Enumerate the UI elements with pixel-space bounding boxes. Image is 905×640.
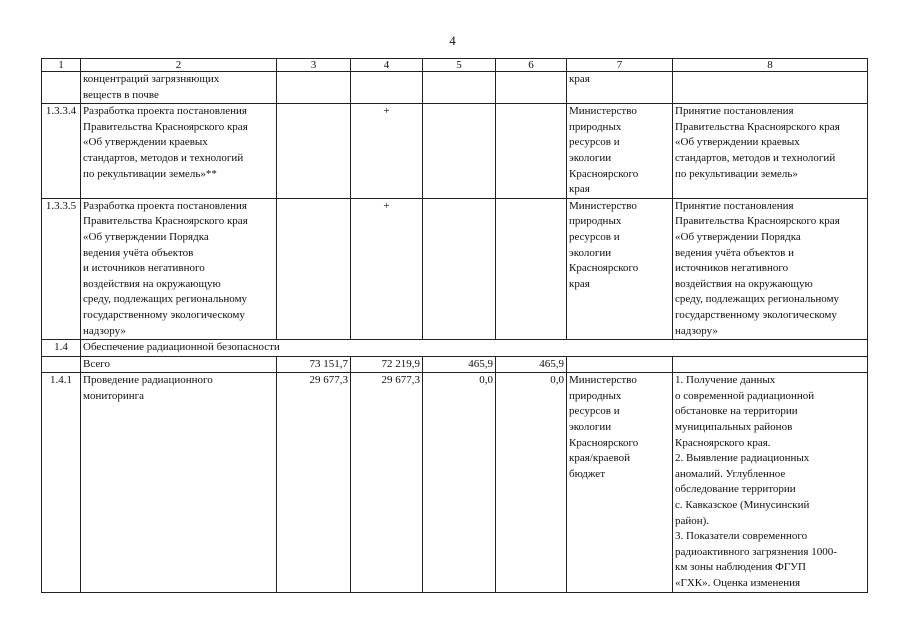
amount-total-cell: 73 151,7 (277, 356, 351, 373)
page-number: 4 (449, 33, 456, 48)
result-cell: 1. Получение данных о современной радиационной обстановке на территории муниципальных районов Красноярского края. 2. Выявление радиационных аномалий. Углубленное обследование территории с. Кавказское (Минусинский район). 3. Показатели современного радиоактивного загрязнения 1000- км зоны наблюдения ФГУП «ГХК». Оценка изменения (673, 373, 868, 592)
responsible-cell: Министерство природных ресурсов и экологии Красноярского края (567, 104, 673, 199)
result-cell: Принятие постановления Правительства Красноярского края «Об утверждении краевых стандартов, методов и технологий по рекультивации земель» (673, 104, 868, 199)
amount-cell (496, 72, 567, 104)
table-row (42, 198, 868, 339)
amount-cell: 72 219,9 (351, 356, 423, 373)
column-header: 8 (673, 59, 868, 72)
item-code-cell: 1.3.3.5 (42, 198, 81, 339)
result-cell (673, 72, 868, 104)
result-cell: Принятие постановления Правительства Красноярского края «Об утверждении Порядка ведения учёта объектов и источников негативного воздействия на окружающую среду, подлежащих региональному государственному экологическому надзору» (673, 198, 868, 339)
section-code-cell: 1.4 (42, 340, 81, 357)
item-code-cell (42, 72, 81, 104)
amount-cell (423, 198, 496, 339)
total-row (42, 356, 868, 373)
program-table (41, 58, 868, 593)
amount-cell (351, 72, 423, 104)
item-code-cell: 1.3.3.4 (42, 104, 81, 199)
section-row (42, 340, 868, 357)
amount-total-cell: 29 677,3 (277, 373, 351, 592)
item-code-cell (42, 356, 81, 373)
column-header: 7 (567, 59, 673, 72)
amount-cell: 0,0 (496, 373, 567, 592)
section-title-cell: Обеспечение радиационной безопасности (81, 340, 868, 357)
table-row (42, 104, 868, 199)
amount-total-cell (277, 104, 351, 199)
table-row (42, 72, 868, 104)
activity-cell: Разработка проекта постановления Правительства Красноярского края «Об утверждении Порядка ведения учёта объектов и источников негативного воздействия на окружающую среду, подлежащих региональному государственному экологическому надзору» (81, 198, 277, 339)
column-header: 2 (81, 59, 277, 72)
column-header: 3 (277, 59, 351, 72)
responsible-cell: Министерство природных ресурсов и экологии Красноярского края/краевой бюджет (567, 373, 673, 592)
activity-cell: концентраций загрязняющих веществ в почве (81, 72, 277, 104)
amount-cell (496, 104, 567, 199)
amount-cell (423, 104, 496, 199)
responsible-cell: края (567, 72, 673, 104)
item-code-cell: 1.4.1 (42, 373, 81, 592)
amount-cell: + (351, 104, 423, 199)
table-row (42, 373, 868, 592)
responsible-cell (567, 356, 673, 373)
amount-cell (496, 198, 567, 339)
amount-cell: 465,9 (496, 356, 567, 373)
amount-total-cell (277, 198, 351, 339)
column-number-row (42, 59, 868, 72)
column-header: 6 (496, 59, 567, 72)
column-header: 1 (42, 59, 81, 72)
amount-cell: 0,0 (423, 373, 496, 592)
amount-cell (423, 72, 496, 104)
column-header: 5 (423, 59, 496, 72)
amount-cell: 465,9 (423, 356, 496, 373)
amount-cell: + (351, 198, 423, 339)
responsible-cell: Министерство природных ресурсов и экологии Красноярского края (567, 198, 673, 339)
total-label-cell: Всего (81, 356, 277, 373)
result-cell (673, 356, 868, 373)
activity-cell: Проведение радиационного мониторинга (81, 373, 277, 592)
amount-cell: 29 677,3 (351, 373, 423, 592)
column-header: 4 (351, 59, 423, 72)
amount-total-cell (277, 72, 351, 104)
activity-cell: Разработка проекта постановления Правительства Красноярского края «Об утверждении краевых стандартов, методов и технологий по рекультивации земель»** (81, 104, 277, 199)
